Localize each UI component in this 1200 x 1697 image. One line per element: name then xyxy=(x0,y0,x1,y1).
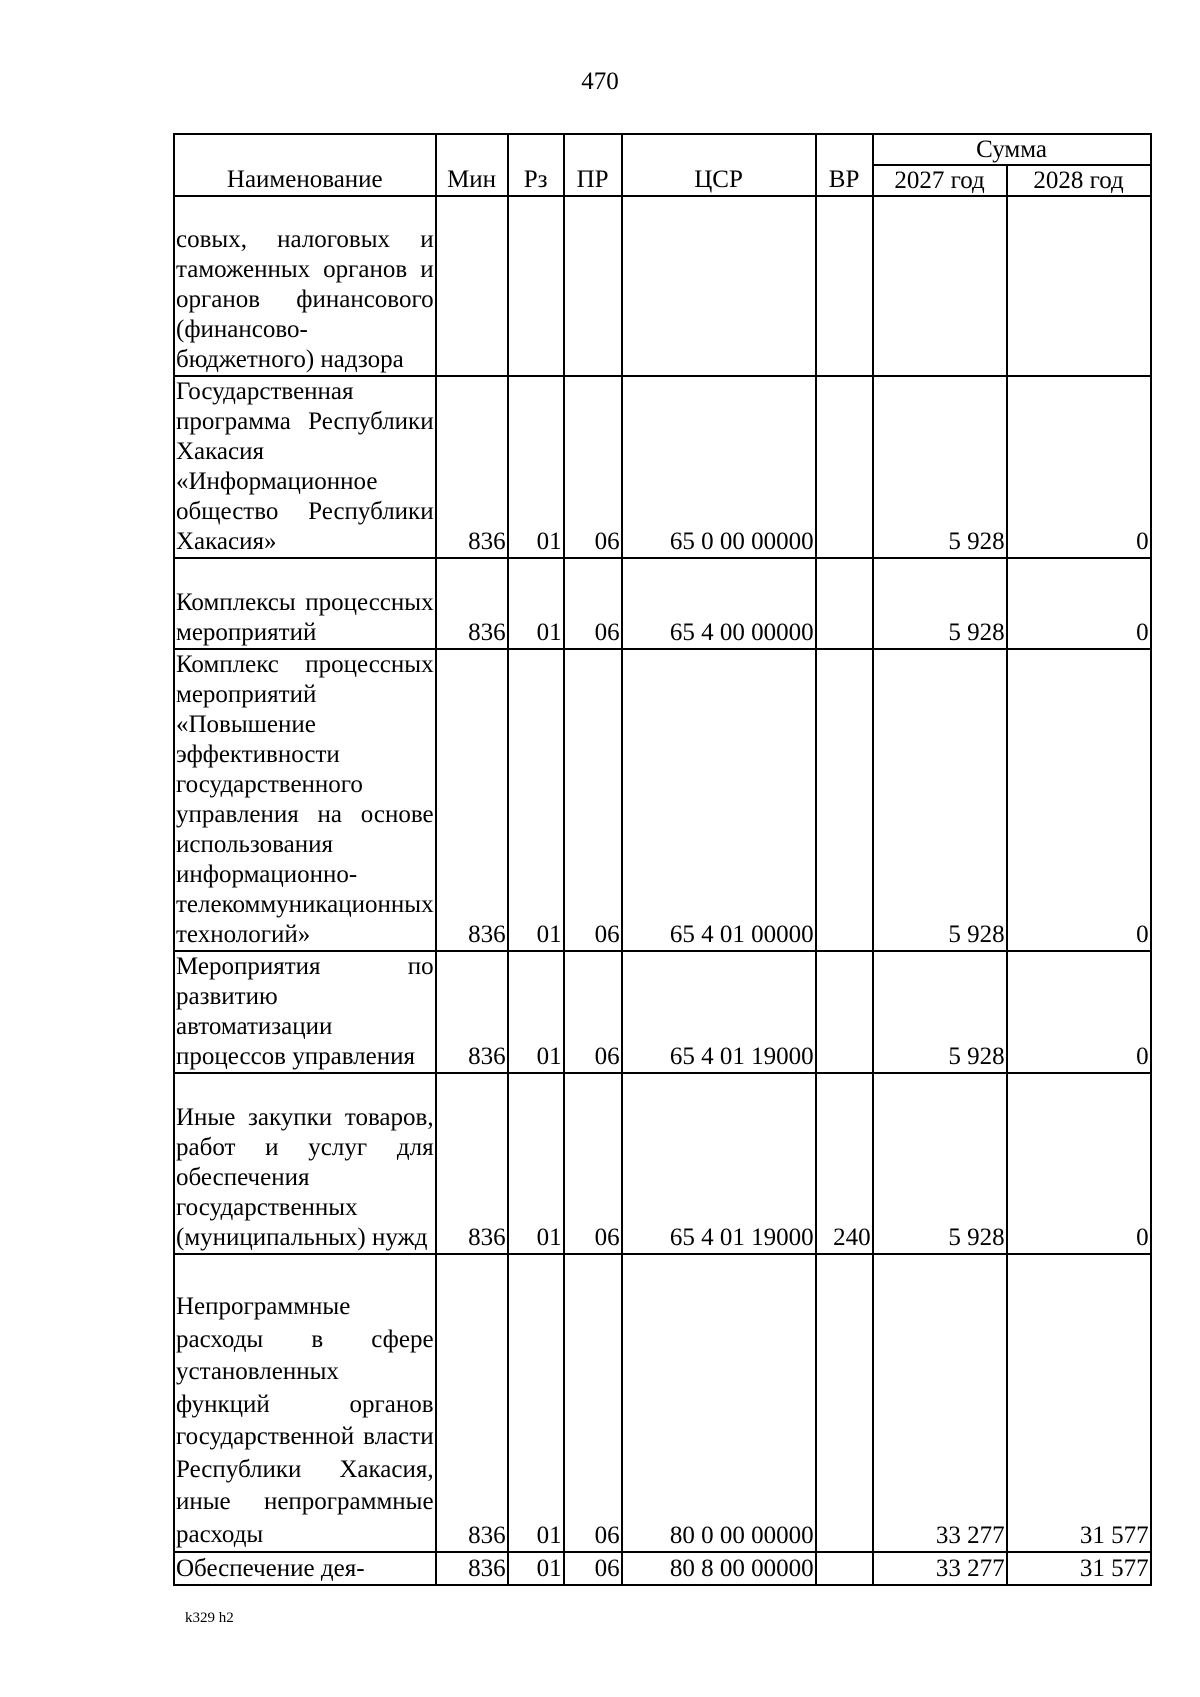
row-min: 836 xyxy=(436,649,508,951)
row-csr: 65 4 00 00000 xyxy=(622,558,816,649)
row-pr: 06 xyxy=(564,1254,622,1552)
row-name: совых, налоговых и таможенных органов и органов финансового (финансово-бюджетного) надзора xyxy=(174,196,436,376)
row-pr: 06 xyxy=(564,1073,622,1254)
row-sum-2027: 5 928 xyxy=(873,951,1007,1073)
page-number: 470 xyxy=(581,68,619,95)
row-name: Мероприятия по развитию автоматизации процессов управления xyxy=(174,951,436,1073)
row-csr xyxy=(622,196,816,376)
row-pr xyxy=(564,196,622,376)
row-pr: 06 xyxy=(564,951,622,1073)
row-rz: 01 xyxy=(508,1073,564,1254)
row-vr xyxy=(816,558,873,649)
header-row xyxy=(174,134,1151,165)
row-name: Государственная программа Республики Хакасия «Информационное общество Республики Хакасия» xyxy=(174,376,436,558)
row-vr xyxy=(816,1254,873,1552)
row-sum-2027 xyxy=(873,196,1007,376)
row-sum-2027: 5 928 xyxy=(873,376,1007,558)
row-min: 836 xyxy=(436,951,508,1073)
row-vr: 240 xyxy=(816,1073,873,1254)
row-vr xyxy=(816,196,873,376)
row-sum-2027: 5 928 xyxy=(873,1073,1007,1254)
row-name: Иные закупки товаров, работ и услуг для обеспечения государственных (муниципальных) нужд xyxy=(174,1073,436,1254)
row-rz: 01 xyxy=(508,376,564,558)
row-pr: 06 xyxy=(564,558,622,649)
header-min: Мин xyxy=(436,134,508,196)
row-sum-2028: 0 xyxy=(1007,376,1151,558)
row-sum-2027: 5 928 xyxy=(873,558,1007,649)
header-name: Наименование xyxy=(174,134,436,196)
row-min: 836 xyxy=(436,376,508,558)
row-sum-2027: 33 277 xyxy=(873,1552,1007,1585)
row-name: Непрограммные расходы в сфере установленных функций органов государственной власти Республики Хакасия, иные непрограммные расходы xyxy=(174,1254,436,1552)
row-min xyxy=(436,196,508,376)
row-csr: 65 0 00 00000 xyxy=(622,376,816,558)
row-min: 836 xyxy=(436,1552,508,1585)
row-min: 836 xyxy=(436,1254,508,1552)
header-csr: ЦСР xyxy=(622,134,816,196)
table-row xyxy=(174,649,1151,951)
header-pr: ПР xyxy=(564,134,622,196)
row-csr: 65 4 01 00000 xyxy=(622,649,816,951)
row-csr: 65 4 01 19000 xyxy=(622,951,816,1073)
row-pr: 06 xyxy=(564,649,622,951)
row-min: 836 xyxy=(436,1073,508,1254)
row-name: Комплексы процессных мероприятий xyxy=(174,558,436,649)
header-sum: Сумма xyxy=(873,134,1151,165)
row-csr: 80 0 00 00000 xyxy=(622,1254,816,1552)
row-vr xyxy=(816,951,873,1073)
row-vr xyxy=(816,376,873,558)
table-row xyxy=(174,1254,1151,1552)
header-vr: ВР xyxy=(816,134,873,196)
header-year-2028: 2028 год xyxy=(1007,165,1151,196)
row-rz: 01 xyxy=(508,1254,564,1552)
row-rz: 01 xyxy=(508,1552,564,1585)
row-sum-2028: 31 577 xyxy=(1007,1254,1151,1552)
row-csr: 80 8 00 00000 xyxy=(622,1552,816,1585)
row-sum-2028: 31 577 xyxy=(1007,1552,1151,1585)
budget-table xyxy=(173,133,1152,1586)
row-sum-2028: 0 xyxy=(1007,649,1151,951)
row-sum-2028: 0 xyxy=(1007,1073,1151,1254)
row-sum-2028 xyxy=(1007,196,1151,376)
table-row xyxy=(174,558,1151,649)
row-pr: 06 xyxy=(564,1552,622,1585)
row-min: 836 xyxy=(436,558,508,649)
row-sum-2027: 33 277 xyxy=(873,1254,1007,1552)
row-rz: 01 xyxy=(508,951,564,1073)
footer-code: k329 h2 xyxy=(185,1610,234,1626)
row-csr: 65 4 01 19000 xyxy=(622,1073,816,1254)
table-row xyxy=(174,376,1151,558)
row-name: Комплекс процессных мероприятий «Повышение эффективности государственного управления на основе использования информационно-телекоммуникационных технологий» xyxy=(174,649,436,951)
row-sum-2028: 0 xyxy=(1007,951,1151,1073)
row-pr: 06 xyxy=(564,376,622,558)
row-sum-2028: 0 xyxy=(1007,558,1151,649)
table-row xyxy=(174,196,1151,376)
header-rz: Рз xyxy=(508,134,564,196)
row-sum-2027: 5 928 xyxy=(873,649,1007,951)
row-vr xyxy=(816,649,873,951)
table-row xyxy=(174,951,1151,1073)
table-row xyxy=(174,1073,1151,1254)
row-rz xyxy=(508,196,564,376)
row-rz: 01 xyxy=(508,558,564,649)
row-name: Обеспечение дея- xyxy=(174,1552,436,1585)
row-vr xyxy=(816,1552,873,1585)
row-rz: 01 xyxy=(508,649,564,951)
table-row xyxy=(174,1552,1151,1585)
header-year-2027: 2027 год xyxy=(873,165,1007,196)
